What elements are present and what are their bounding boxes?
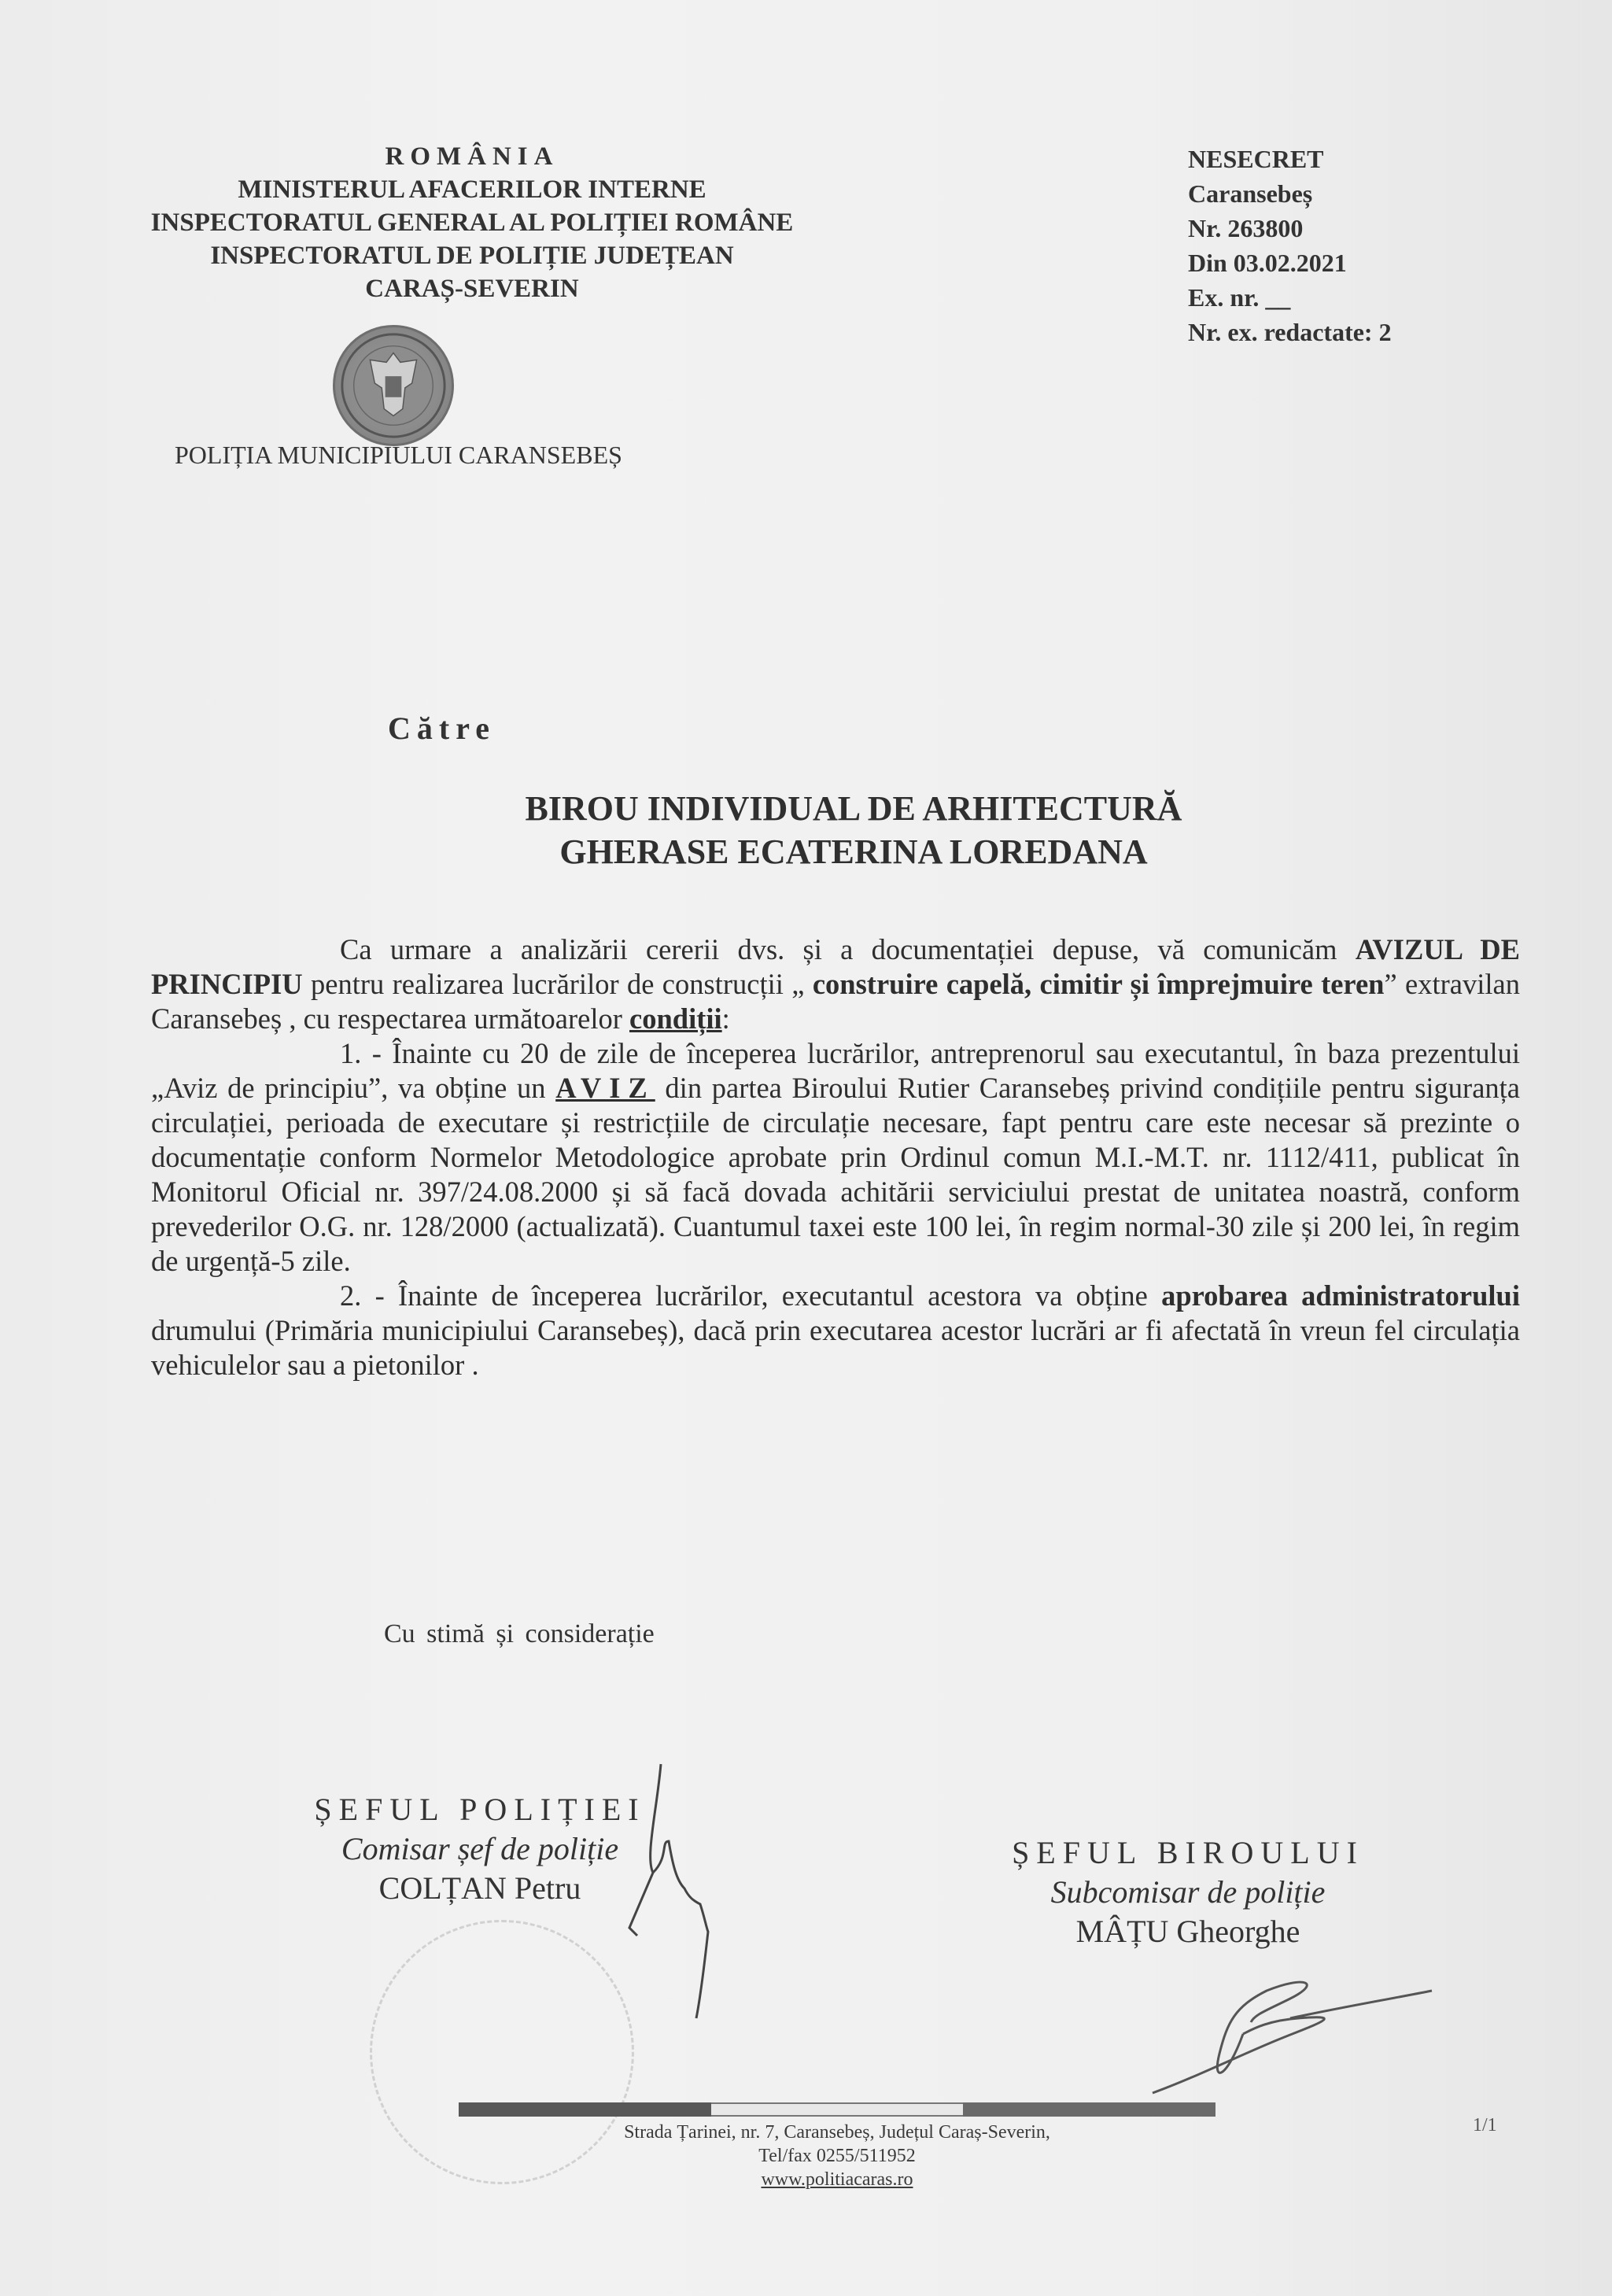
header-inspectorate-general: INSPECTORATUL GENERAL AL POLIȚIEI ROMÂNE	[150, 209, 794, 237]
classification-label: NESECRET	[1188, 145, 1324, 173]
header-country: ROMÂNIA	[385, 142, 559, 171]
condition-item-2	[151, 1279, 1520, 1382]
signatory-title: ȘEFUL BIROULUI	[1012, 1835, 1364, 1870]
registration-number: Nr. 263800	[1188, 214, 1304, 242]
intro-text: pentru realizarea lucrărilor de construcții „	[302, 968, 813, 1000]
item2-bold-approval: aprobarea administratorului	[1161, 1279, 1520, 1312]
signatory-name: COLȚAN Petru	[378, 1870, 581, 1906]
footer-bar-segment	[459, 2102, 711, 2117]
police-coat-of-arms-icon	[333, 325, 454, 446]
item2-text: drumului (Primăria municipiului Caransebeș), dacă prin executarea acestor lucrări ar fi afectată în vreun fel circulația vehiculelor sau a pietonilor .	[151, 1314, 1520, 1381]
signatory-name: MÂȚU Gheorghe	[1075, 1914, 1300, 1949]
signature-block-left	[260, 1790, 700, 1908]
registration-block	[1188, 142, 1392, 349]
footer-contact	[459, 2121, 1215, 2191]
page-number: 1/1	[1473, 2115, 1497, 2135]
intro-text: :	[721, 1002, 730, 1035]
intro-text: ” extravilan Caransebeș , cu respectarea următoarelor	[151, 968, 1520, 1035]
header-ministry: MINISTERUL AFACERILOR INTERNE	[238, 175, 706, 204]
copy-number: Ex. nr. __	[1188, 283, 1291, 312]
intro-bold-conditions: condiții	[629, 1002, 722, 1035]
header-institution-block	[110, 140, 834, 305]
intro-bold-aviz: AVIZUL DE PRINCIPIU	[151, 933, 1520, 1000]
addressee-name	[460, 787, 1247, 873]
item1-bold-aviz: AVIZ	[555, 1072, 655, 1104]
footer-website-link[interactable]: www.politiacaras.ro	[761, 2169, 913, 2190]
item1-text: din partea Biroului Rutier Caransebeș privind condițiile pentru siguranța circulației, perioada de executare și restricțiile de circulație necesare, fapt pentru care este necesar să prezinte o documentație conform Normelor Metodologice aprobate prin Ordinul comun M.I.-M.T. nr. 1112/411, publicat în Monitorul Oficial nr. 397/24.08.2000 și să facă dovada achitării serviciului prestat de unitatea noastră, conform prevederilor O.G. nr. 128/2000 (actualizată). Cuantumul taxei este 100 lei, în regim normal-30 zile și 200 lei, în regim de urgență-5 zile.	[151, 1072, 1520, 1277]
handwritten-signature-icon	[1149, 1959, 1448, 2101]
intro-bold-works: construire capelă, cimitir și împrejmuire teren	[812, 968, 1385, 1000]
signatory-rank: Subcomisar de poliție	[1050, 1874, 1326, 1910]
letter-body	[151, 932, 1520, 1382]
condition-item-1	[151, 1036, 1520, 1279]
signature-block-right	[952, 1833, 1424, 1951]
footer-bar-segment	[711, 2102, 964, 2117]
intro-text: Ca urmare a analizării cererii dvs. și a documentației depuse, vă comunicăm	[340, 933, 1356, 965]
signatory-rank: Comisar șef de poliție	[341, 1831, 619, 1866]
header-inspectorate-county: INSPECTORATUL DE POLIȚIE JUDEȚEAN	[210, 242, 734, 270]
closing-salutation: Cu stimă și considerație	[384, 1619, 655, 1648]
addressee-line-1: BIROU INDIVIDUAL DE ARHITECTURĂ	[525, 789, 1182, 828]
signatory-title: ȘEFUL POLIȚIEI	[314, 1792, 646, 1827]
header-county: CARAȘ-SEVERIN	[365, 275, 579, 303]
footer-phone: Tel/fax 0255/511952	[758, 2146, 916, 2166]
registration-city: Caransebeș	[1188, 179, 1313, 208]
addressee-label: Către	[388, 711, 496, 746]
copies-drafted: Nr. ex. redactate: 2	[1188, 318, 1392, 346]
footer-divider-bar	[459, 2102, 1215, 2117]
footer-address: Strada Țarinei, nr. 7, Caransebeș, Județul Caraș-Severin,	[624, 2122, 1050, 2143]
addressee-line-2: GHERASE ECATERINA LOREDANA	[559, 832, 1148, 871]
intro-paragraph	[151, 932, 1520, 1036]
item1-text: 1. - Înainte cu 20 de zile de începerea lucrărilor, antreprenorul sau executantul, în baza prezentului „Aviz de principiu”, va obține un	[151, 1037, 1520, 1104]
unit-name: POLIȚIA MUNICIPIULUI CARANSEBEȘ	[175, 441, 622, 469]
registration-date: Din 03.02.2021	[1188, 249, 1347, 277]
footer-bar-segment	[963, 2102, 1215, 2117]
item2-text: 2. - Înainte de începerea lucrărilor, executantul acestora va obține	[340, 1279, 1162, 1312]
